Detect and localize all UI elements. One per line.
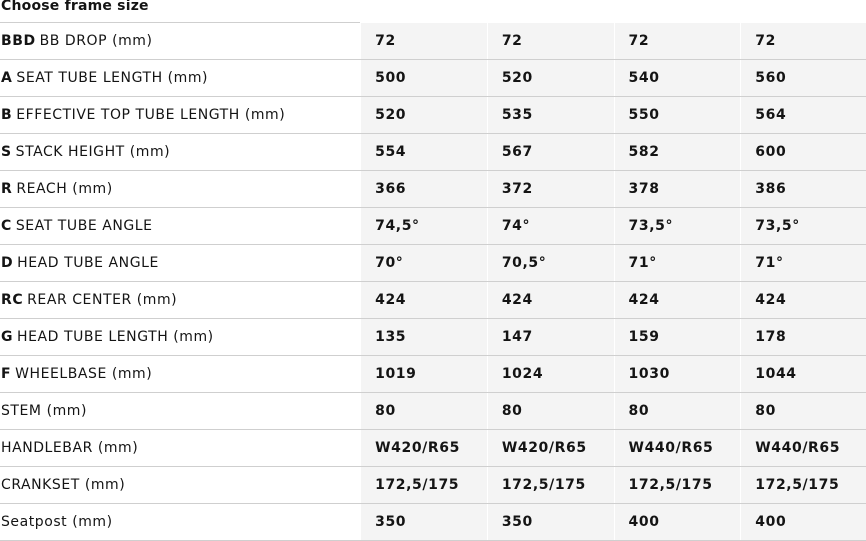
- size-value-cell: 74,5°: [361, 208, 487, 244]
- dimension-code: B: [1, 107, 13, 123]
- dimension-label: SEAT TUBE ANGLE: [15, 218, 153, 234]
- size-value-cell: 600: [741, 134, 866, 170]
- dimension-label: REAR CENTER (mm): [27, 292, 178, 308]
- row-label: [0, 319, 360, 355]
- row-label: [0, 430, 360, 466]
- size-value-cell: 372: [488, 171, 614, 207]
- size-value-cell: 400: [741, 504, 866, 540]
- header-row: [0, 0, 360, 23]
- table-row: [0, 504, 866, 541]
- size-value-cell: 73,5°: [615, 208, 741, 244]
- row-label: [0, 97, 360, 133]
- dimension-label: HANDLEBAR (mm): [1, 440, 139, 456]
- size-value-cell: 1019: [361, 356, 487, 392]
- row-label: [0, 504, 360, 540]
- size-value-cell: 366: [361, 171, 487, 207]
- dimension-code: D: [1, 255, 14, 271]
- dimension-code: G: [1, 329, 14, 345]
- size-value-cell: 582: [615, 134, 741, 170]
- row-label: [0, 134, 360, 170]
- table-row: [0, 23, 866, 60]
- table-row: [0, 60, 866, 97]
- table-row: [0, 319, 866, 356]
- size-value-cell: 424: [361, 282, 487, 318]
- dimension-label: BB DROP (mm): [39, 33, 153, 49]
- size-value-cell: 550: [615, 97, 741, 133]
- size-value-cell: 424: [615, 282, 741, 318]
- dimension-label: CRANKSET (mm): [1, 477, 126, 493]
- size-value-cell: 172,5/175: [741, 467, 866, 503]
- dimension-code: R: [1, 181, 13, 197]
- row-label: [0, 467, 360, 503]
- table-row: [0, 97, 866, 134]
- size-value-cell: 147: [488, 319, 614, 355]
- dimension-code: F: [1, 366, 12, 382]
- row-label: [0, 245, 360, 281]
- size-value-cell: 350: [488, 504, 614, 540]
- size-value-cell: 172,5/175: [615, 467, 741, 503]
- geometry-table: [0, 23, 866, 541]
- dimension-label: WHEELBASE (mm): [15, 366, 153, 382]
- size-value-cell: 1044: [741, 356, 866, 392]
- size-value-cell: 80: [615, 393, 741, 429]
- table-row: [0, 430, 866, 467]
- size-value-cell: 400: [615, 504, 741, 540]
- dimension-code: A: [1, 70, 13, 86]
- size-value-cell: 72: [615, 23, 741, 59]
- size-value-cell: 72: [361, 23, 487, 59]
- size-value-cell: 80: [741, 393, 866, 429]
- size-value-cell: 535: [488, 97, 614, 133]
- table-row: [0, 356, 866, 393]
- row-label: [0, 393, 360, 429]
- size-value-cell: 424: [488, 282, 614, 318]
- table-row: [0, 245, 866, 282]
- size-value-cell: 135: [361, 319, 487, 355]
- row-label: [0, 23, 360, 59]
- dimension-code: RC: [1, 292, 24, 308]
- size-value-cell: 178: [741, 319, 866, 355]
- size-value-cell: 74°: [488, 208, 614, 244]
- size-value-cell: 71°: [741, 245, 866, 281]
- row-label: [0, 60, 360, 96]
- size-value-cell: 80: [488, 393, 614, 429]
- size-value-cell: 378: [615, 171, 741, 207]
- table-row: [0, 467, 866, 504]
- size-value-cell: 172,5/175: [361, 467, 487, 503]
- size-value-cell: 424: [741, 282, 866, 318]
- size-value-cell: 172,5/175: [488, 467, 614, 503]
- size-value-cell: 386: [741, 171, 866, 207]
- dimension-label: HEAD TUBE LENGTH (mm): [17, 329, 214, 345]
- size-value-cell: 554: [361, 134, 487, 170]
- row-label: [0, 356, 360, 392]
- size-value-cell: 520: [488, 60, 614, 96]
- size-value-cell: 520: [361, 97, 487, 133]
- size-value-cell: 1024: [488, 356, 614, 392]
- page-title: Choose frame size: [1, 0, 149, 14]
- size-value-cell: 560: [741, 60, 866, 96]
- dimension-code: S: [1, 144, 12, 160]
- size-value-cell: 540: [615, 60, 741, 96]
- size-value-cell: W440/R65: [741, 430, 866, 466]
- size-value-cell: W420/R65: [361, 430, 487, 466]
- table-row: [0, 171, 866, 208]
- size-value-cell: 1030: [615, 356, 741, 392]
- size-value-cell: 71°: [615, 245, 741, 281]
- table-row: [0, 393, 866, 430]
- dimension-label: REACH (mm): [16, 181, 113, 197]
- size-value-cell: 72: [488, 23, 614, 59]
- dimension-label: HEAD TUBE ANGLE: [17, 255, 159, 271]
- size-value-cell: 70°: [361, 245, 487, 281]
- size-value-cell: 73,5°: [741, 208, 866, 244]
- table-row: [0, 134, 866, 171]
- size-value-cell: 567: [488, 134, 614, 170]
- size-value-cell: 564: [741, 97, 866, 133]
- row-label: [0, 171, 360, 207]
- size-value-cell: 500: [361, 60, 487, 96]
- dimension-label: Seatpost (mm): [1, 514, 113, 530]
- dimension-label: STEM (mm): [1, 403, 87, 419]
- dimension-code: BBD: [1, 33, 36, 49]
- row-label: [0, 282, 360, 318]
- size-value-cell: 70,5°: [488, 245, 614, 281]
- size-value-cell: W440/R65: [615, 430, 741, 466]
- table-row: [0, 208, 866, 245]
- row-label: [0, 208, 360, 244]
- size-value-cell: W420/R65: [488, 430, 614, 466]
- size-value-cell: 159: [615, 319, 741, 355]
- size-value-cell: 350: [361, 504, 487, 540]
- table-row: [0, 282, 866, 319]
- size-value-cell: 72: [741, 23, 866, 59]
- dimension-label: STACK HEIGHT (mm): [15, 144, 171, 160]
- dimension-label: EFFECTIVE TOP TUBE LENGTH (mm): [16, 107, 286, 123]
- size-value-cell: 80: [361, 393, 487, 429]
- dimension-label: SEAT TUBE LENGTH (mm): [16, 70, 209, 86]
- dimension-code: C: [1, 218, 12, 234]
